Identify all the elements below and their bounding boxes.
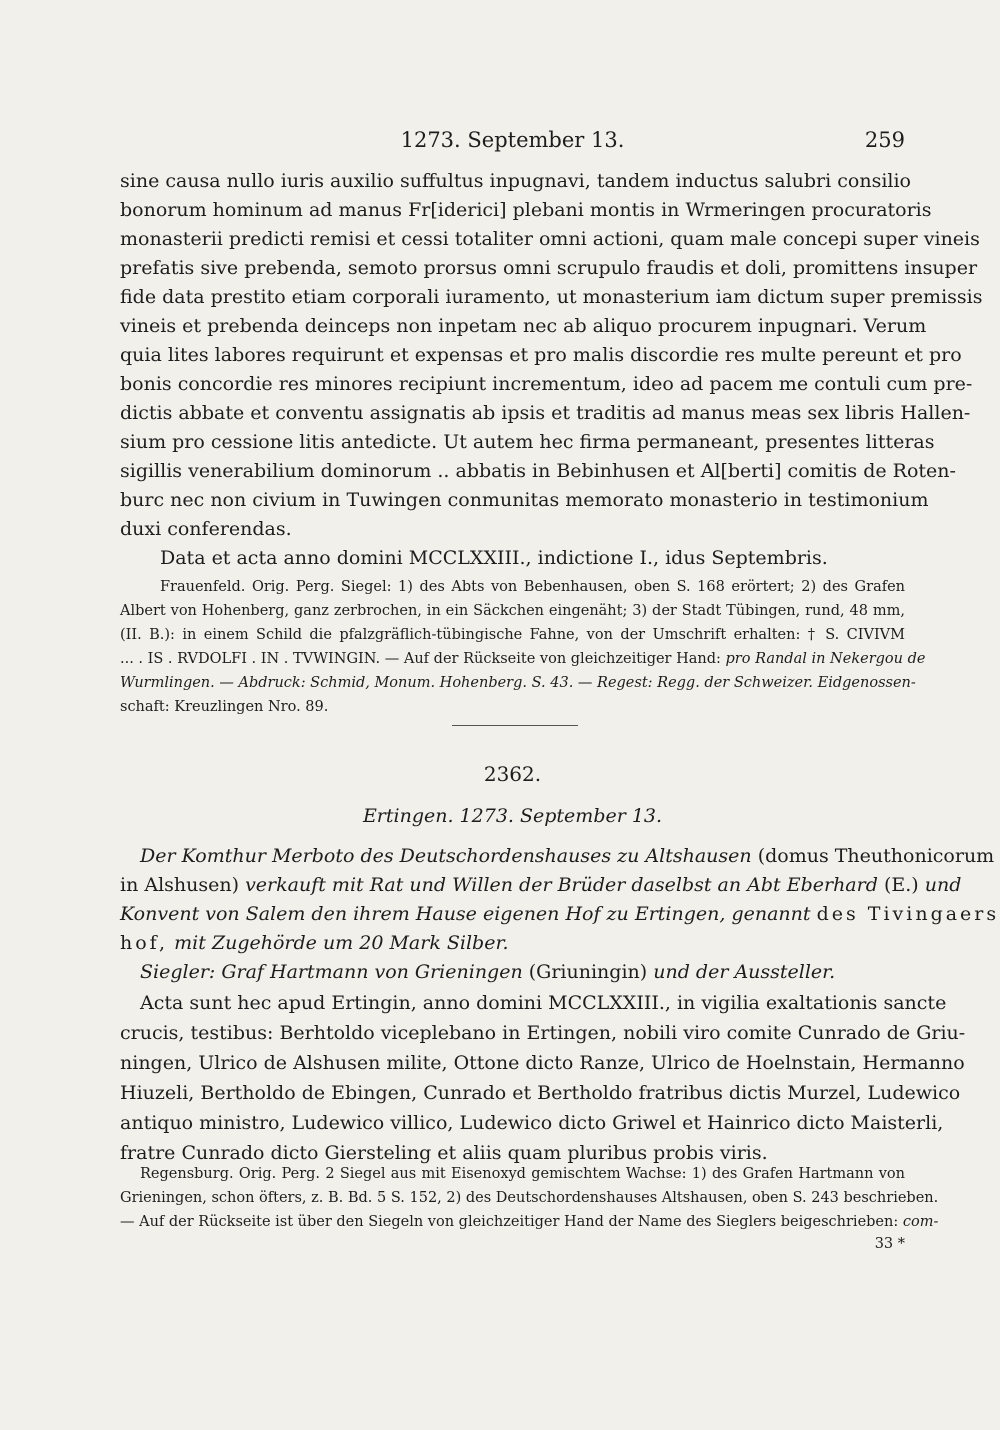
note-line: Frauenfeld. Orig. Perg. Siegel: 1) des Abts von Bebenhausen, oben S. 168 erörtert; 2) des Grafen (160, 579, 905, 595)
sealer-italic: Siegler: Graf Hartmann von Grieningen (140, 961, 523, 983)
summary-roman: (domus Theuthonicorum (757, 845, 995, 867)
summary-italic: verkauft mit Rat und Willen der Brüder daselbst an Abt Eberhard (245, 874, 878, 896)
signature-mark: 33 * (874, 1236, 905, 1252)
note-text: — Auf der Rückseite ist über den Siegeln von gleichzeitiger Hand der Name des Sieglers beigeschrieben: (120, 1214, 899, 1230)
summary-roman: in Alshusen) (120, 874, 240, 896)
document-number: 2362. (483, 762, 542, 786)
dating-clause: Data et acta anno domini MCCLXXIII., indictione I., idus Septembris. (160, 547, 828, 569)
page-number: 259 (864, 128, 905, 152)
text-line: ningen, Ulrico de Alshusen milite, Ottone dicto Ranze, Ulrico de Hoelnstain, Hermanno (120, 1052, 965, 1074)
text-line: duxi conferendas. (120, 518, 292, 540)
note-line: Grieningen, schon öfters, z. B. Bd. 5 S. 152, 2) des Deutschordenshauses Altshausen, oben S. 243 beschrieben. (120, 1190, 939, 1206)
text-line: sium pro cessione litis antedicte. Ut autem hec firma permaneant, presentes litteras (120, 431, 935, 453)
text-line: vineis et prebenda deinceps non inpetam nec ab aliquo procurem inpugnari. Verum (120, 315, 927, 337)
text-line: crucis, testibus: Berhtoldo viceplebano in Ertingen, nobili viro comite Cunrado de Griu- (120, 1022, 966, 1044)
note-line (120, 1211, 939, 1233)
text-line: monasterii predicti remisi et cessi totaliter omni actioni, quam male concepi super vineis (120, 228, 980, 250)
text-line: dictis abbate et conventu assignatis ab ipsis et traditis ad manus meas sex libris Hallen- (120, 402, 971, 424)
text-line: sigillis venerabilium dominorum .. abbatis in Bebinhusen et Al[berti] comitis de Roten- (120, 460, 956, 482)
summary-spaced: des Tivingaers (816, 903, 1000, 925)
summary-line (120, 930, 905, 956)
running-title: 1273. September 13. (400, 128, 625, 152)
summary-spaced: hof, (120, 932, 169, 954)
summary-line (120, 901, 1000, 927)
text-line: fratre Cunrado dicto Giersteling et aliis quam pluribus probis viris. (120, 1142, 768, 1164)
summary-italic: und (924, 874, 962, 896)
text-line: bonorum hominum ad manus Fr[iderici] plebani montis in Wrmeringen procuratoris (120, 199, 932, 221)
summary-italic: Konvent von Salem den ihrem Hause eigenen Hof zu Ertingen, genannt (120, 903, 811, 925)
note-line (120, 648, 926, 670)
text-line: Hiuzeli, Bertholdo de Ebingen, Cunrado et Bertholdo fratribus dictis Murzel, Ludewico (120, 1082, 961, 1104)
page-header (120, 128, 905, 160)
text-line: burc nec non civium in Tuwingen conmunitas memorato monasterio in testimonium (120, 489, 929, 511)
note-text: Wurmlingen. — Abdruck: Schmid, Monum. Hohenberg. S. 43. — Regest: Regg. der Schweizer. Eidgenossen- (120, 675, 916, 691)
sealer-line (140, 959, 905, 985)
text-line: bonis concordie res minores recipiunt incrementum, ideo ad pacem me contuli cum pre- (120, 373, 973, 395)
text-line: prefatis sive prebenda, semoto prorsus omni scrupulo fraudis et doli, promittens insuper (120, 257, 978, 279)
sealer-roman: (Griuningin) (528, 961, 648, 983)
note-line (120, 672, 916, 694)
note-italic: pro Randal in Nekergou de (725, 651, 926, 667)
sealer-italic: und der Aussteller. (653, 961, 836, 983)
note-line: schaft: Kreuzlingen Nro. 89. (120, 699, 329, 715)
summary-italic: Der Komthur Merboto des Deutschordenshauses zu Altshausen (140, 845, 752, 867)
text-line: fide data prestito etiam corporali iuramento, ut monasterium iam dictum super premissis (120, 286, 983, 308)
note-line: (II. B.): in einem Schild die pfalzgräflich-tübingische Fahne, von der Umschrift erhalten: † S. CIVIVM (120, 627, 905, 643)
note-text: ... . IS . RVDOLFI . IN . TVWINGIN. — Auf der Rückseite von gleichzeitiger Hand: (120, 651, 721, 667)
text-line: antiquo ministro, Ludewico villico, Ludewico dicto Griwel et Hainrico dicto Maisterli, (120, 1112, 944, 1134)
note-italic: com- (902, 1214, 939, 1230)
place-date-line: Ertingen. 1273. September 13. (362, 805, 663, 827)
summary-line (120, 872, 962, 898)
text-line: quia lites labores requirunt et expensas et pro malis discordie res multe pereunt et pro (120, 344, 962, 366)
note-line: Albert von Hohenberg, ganz zerbrochen, in ein Säckchen eingenäht; 3) der Stadt Tübingen, rund, 48 mm, (120, 603, 905, 619)
text-line: sine causa nullo iuris auxilio suffultus inpugnavi, tandem inductus salubri consilio (120, 170, 911, 192)
section-divider (452, 725, 578, 726)
text-line: Acta sunt hec apud Ertingin, anno domini MCCLXXIII., in vigilia exaltationis sancte (140, 992, 947, 1014)
note-line: Regensburg. Orig. Perg. 2 Siegel aus mit Eisenoxyd gemischtem Wachse: 1) des Grafen Hartmann von (140, 1166, 905, 1182)
summary-line (140, 843, 995, 869)
summary-italic: mit Zugehörde um 20 Mark Silber. (174, 932, 509, 954)
summary-roman: (E.) (883, 874, 919, 896)
